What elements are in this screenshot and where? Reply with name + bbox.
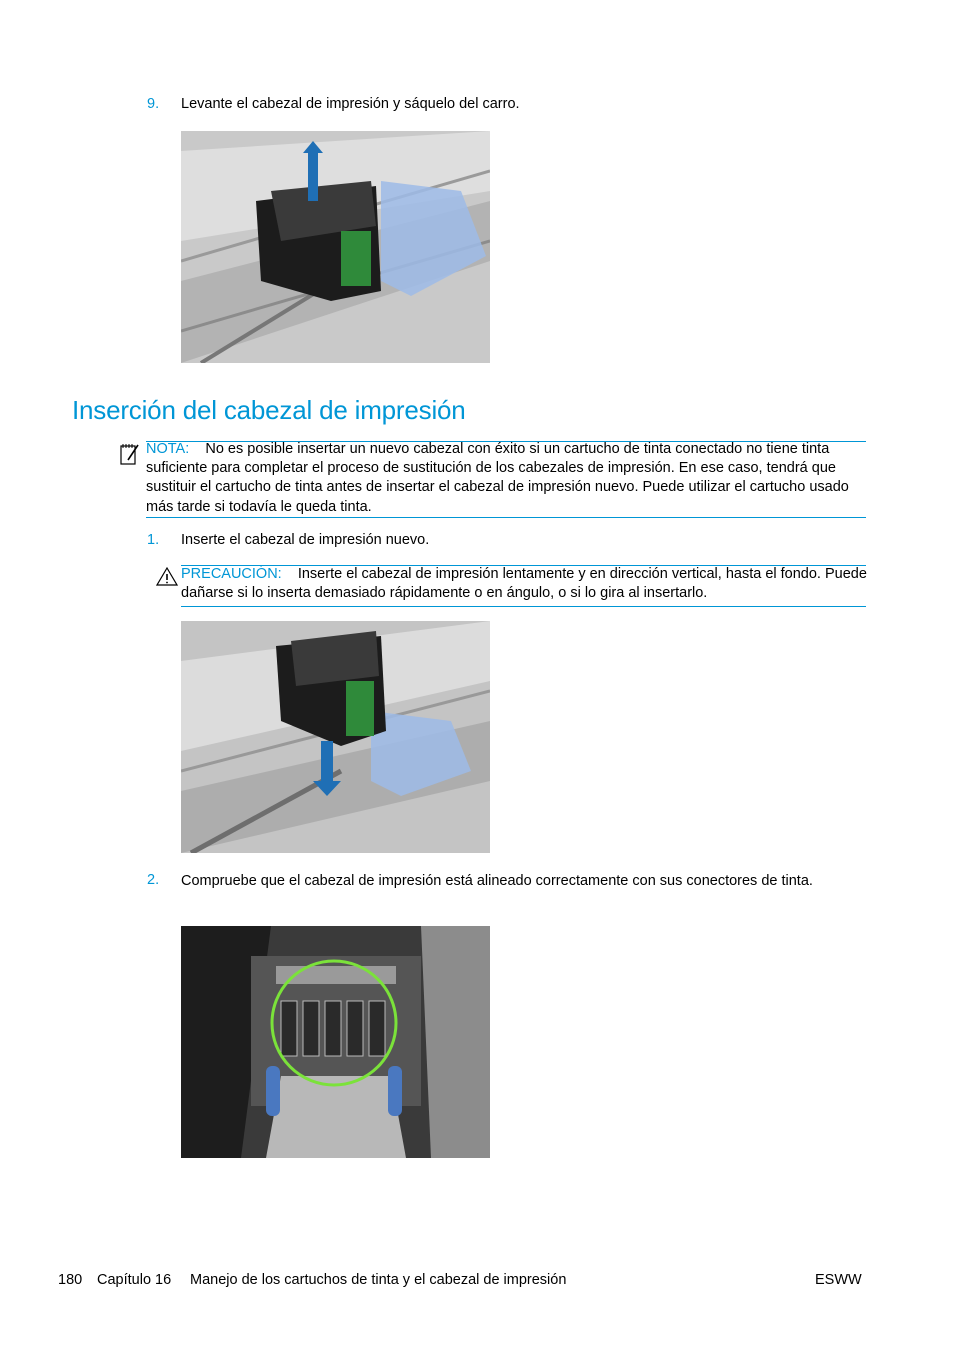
page-number: 180 — [58, 1272, 83, 1288]
note-paragraph — [146, 440, 868, 517]
figure-check-alignment — [181, 926, 490, 1158]
step-1-text: Inserte el cabezal de impresión nuevo. — [181, 532, 430, 548]
caution-label: PRECAUCIÓN: — [181, 566, 282, 582]
figure-remove-printhead — [181, 131, 490, 363]
figure-insert-printhead — [181, 621, 490, 853]
step-2-text: Compruebe que el cabezal de impresión está alineado correctamente con sus conectores de tinta. — [181, 873, 813, 889]
section-title: Inserción del cabezal de impresión — [72, 395, 466, 425]
note-icon — [119, 442, 141, 466]
step-1-number: 1. — [147, 532, 160, 548]
caution-text: Inserte el cabezal de impresión lentamente y en dirección vertical, hasta el fondo. Puede dañarse si lo inserta demasiado rápidamente o en ángulo, o si lo gira al insertarlo. — [181, 566, 867, 602]
caution-paragraph — [181, 565, 871, 603]
step-9-text: Levante el cabezal de impresión y sáquelo del carro. — [181, 96, 520, 112]
chapter-title: Manejo de los cartuchos de tinta y el cabezal de impresión — [190, 1272, 567, 1288]
note-text: No es posible insertar un nuevo cabezal con éxito si un cartucho de tinta conectado no tiene tinta suficiente para completar el proceso de sustitución de los cabezales de impresión. En ese caso, tendrá que sustituir el cartucho de tinta antes de insertar el cabezal de impresión nuevo. Puede utilizar el cartucho usado más tarde si todavía le queda tinta. — [146, 441, 849, 515]
chapter-label: Capítulo 16 — [97, 1272, 172, 1288]
note-label: NOTA: — [146, 441, 190, 457]
footer-code: ESWW — [815, 1272, 862, 1288]
step-9-number: 9. — [147, 96, 160, 112]
warning-icon — [156, 566, 178, 586]
step-2-number: 2. — [147, 872, 160, 888]
